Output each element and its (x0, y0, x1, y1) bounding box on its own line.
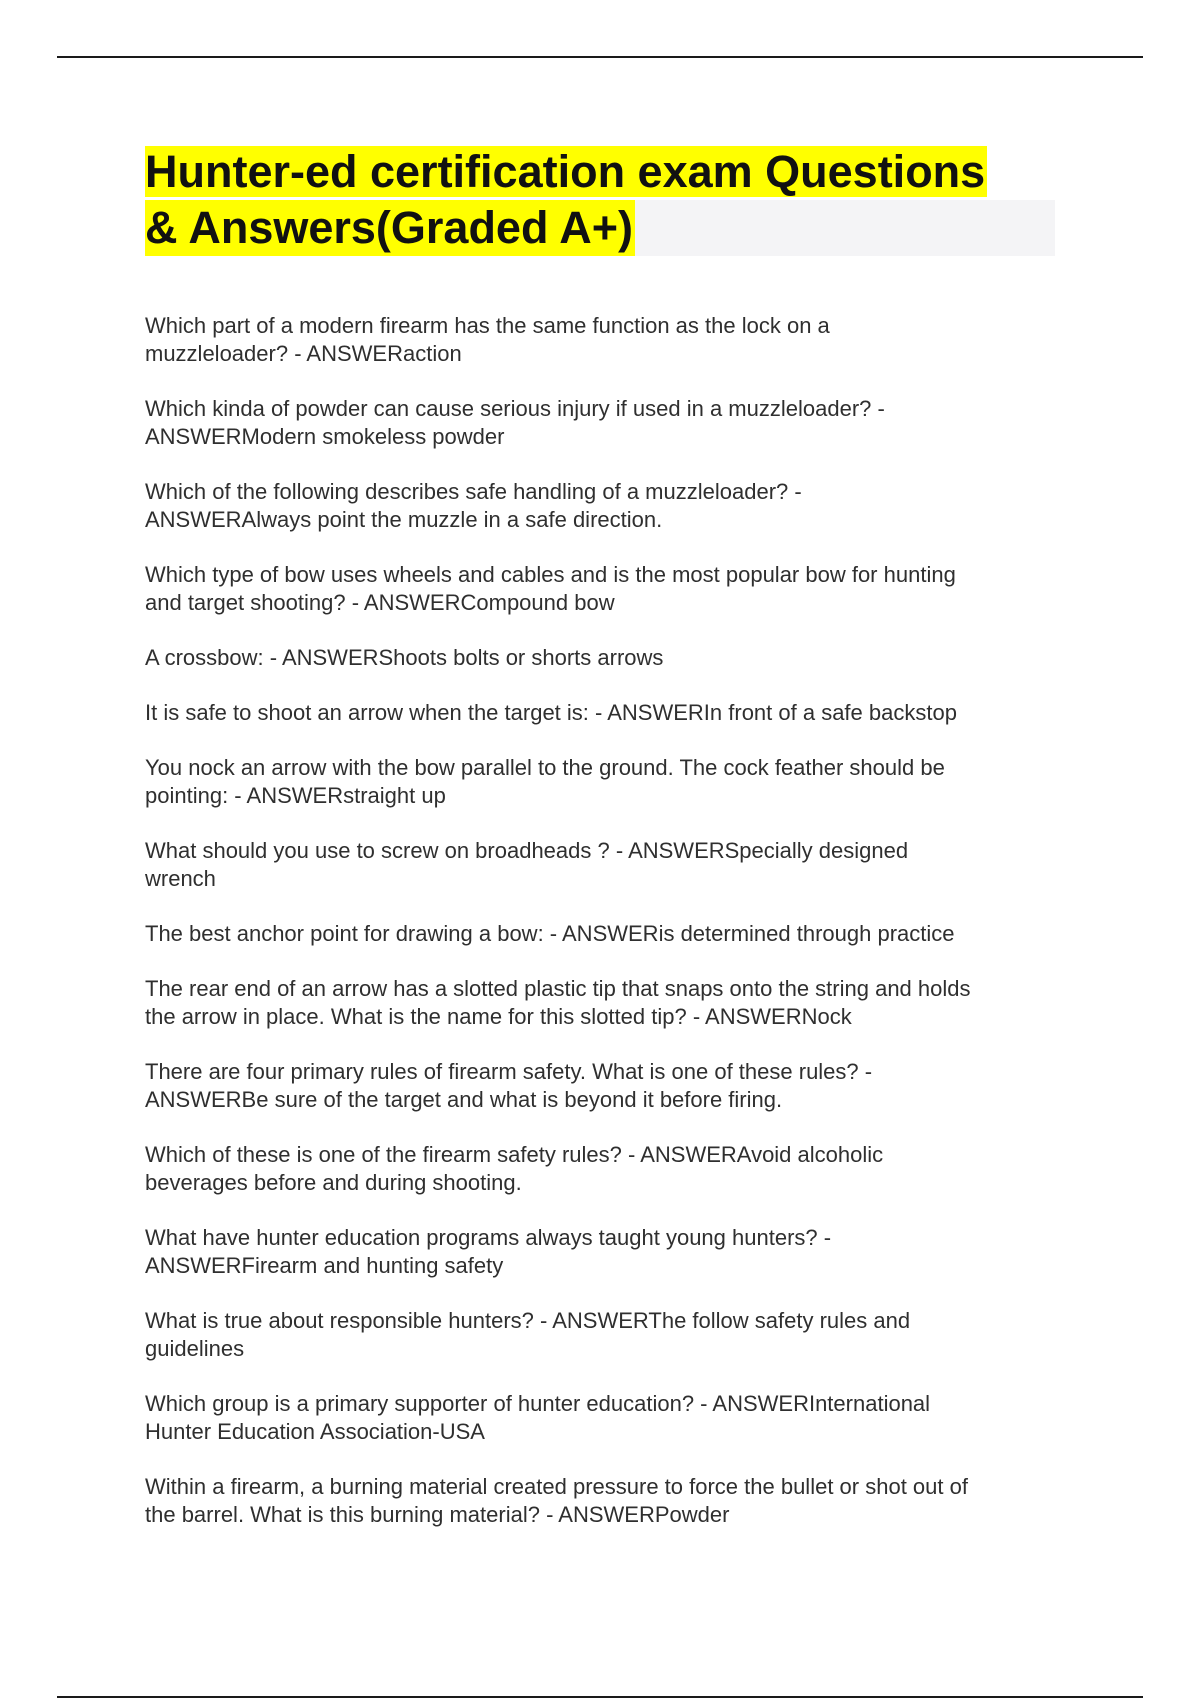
qa-line: wrench (145, 866, 216, 891)
qa-item (145, 1307, 1065, 1363)
qa-line: Which part of a modern firearm has the same function as the lock on a (145, 313, 830, 338)
title-line-2 (145, 200, 1055, 256)
qa-line: pointing: - ANSWERstraight up (145, 783, 446, 808)
qa-item (145, 644, 1065, 672)
qa-line: There are four primary rules of firearm safety. What is one of these rules? - (145, 1059, 873, 1084)
qa-item (145, 1141, 1065, 1197)
qa-line: ANSWERBe sure of the target and what is beyond it before firing. (145, 1087, 783, 1112)
qa-item (145, 837, 1065, 893)
qa-line: the arrow in place. What is the name for this slotted tip? - ANSWERNock (145, 1004, 852, 1029)
qa-line: Within a firearm, a burning material created pressure to force the bullet or shot out of (145, 1474, 968, 1499)
qa-line: ANSWERModern smokeless powder (145, 424, 505, 449)
qa-list (145, 312, 1065, 1556)
title-line-1-text: Hunter-ed certification exam Questions (145, 146, 986, 197)
qa-line: What is true about responsible hunters? - ANSWERThe follow safety rules and (145, 1308, 911, 1333)
qa-line: ANSWERFirearm and hunting safety (145, 1253, 504, 1278)
qa-line: Hunter Education Association-USA (145, 1419, 485, 1444)
title-line-1 (145, 144, 1055, 200)
qa-line: Which of the following describes safe handling of a muzzleloader? - (145, 479, 802, 504)
qa-item (145, 395, 1065, 451)
qa-item (145, 561, 1065, 617)
qa-line: The best anchor point for drawing a bow: - ANSWERis determined through practice (145, 921, 955, 946)
qa-line: It is safe to shoot an arrow when the target is: - ANSWERIn front of a safe backstop (145, 700, 957, 725)
qa-line: Which of these is one of the firearm safety rules? - ANSWERAvoid alcoholic (145, 1142, 884, 1167)
qa-item (145, 312, 1065, 368)
qa-line: ANSWERAlways point the muzzle in a safe direction. (145, 507, 663, 532)
qa-line: Which kinda of powder can cause serious injury if used in a muzzleloader? - (145, 396, 885, 421)
qa-item (145, 1058, 1065, 1114)
qa-line: muzzleloader? - ANSWERaction (145, 341, 462, 366)
qa-line: Which type of bow uses wheels and cables and is the most popular bow for hunting (145, 562, 956, 587)
bottom-rule (57, 1696, 1143, 1698)
qa-item (145, 754, 1065, 810)
qa-line: guidelines (145, 1336, 245, 1361)
document-title (145, 144, 1055, 256)
qa-line: What have hunter education programs always taught young hunters? - (145, 1225, 832, 1250)
qa-line: and target shooting? - ANSWERCompound bow (145, 590, 615, 615)
qa-line: Which group is a primary supporter of hunter education? - ANSWERInternational (145, 1391, 931, 1416)
qa-item (145, 920, 1065, 948)
qa-item (145, 1224, 1065, 1280)
qa-line: A crossbow: - ANSWERShoots bolts or shorts arrows (145, 645, 664, 670)
top-rule (57, 56, 1143, 58)
qa-item (145, 478, 1065, 534)
qa-line: What should you use to screw on broadheads ? - ANSWERSpecially designed (145, 838, 909, 863)
qa-line: the barrel. What is this burning material? - ANSWERPowder (145, 1502, 730, 1527)
qa-item (145, 1390, 1065, 1446)
qa-item (145, 1473, 1065, 1529)
qa-line: beverages before and during shooting. (145, 1170, 522, 1195)
qa-line: The rear end of an arrow has a slotted plastic tip that snaps onto the string and holds (145, 976, 971, 1001)
qa-item (145, 975, 1065, 1031)
qa-line: You nock an arrow with the bow parallel to the ground. The cock feather should be (145, 755, 945, 780)
qa-item (145, 699, 1065, 727)
title-line-2-text: & Answers(Graded A+) (145, 200, 635, 256)
